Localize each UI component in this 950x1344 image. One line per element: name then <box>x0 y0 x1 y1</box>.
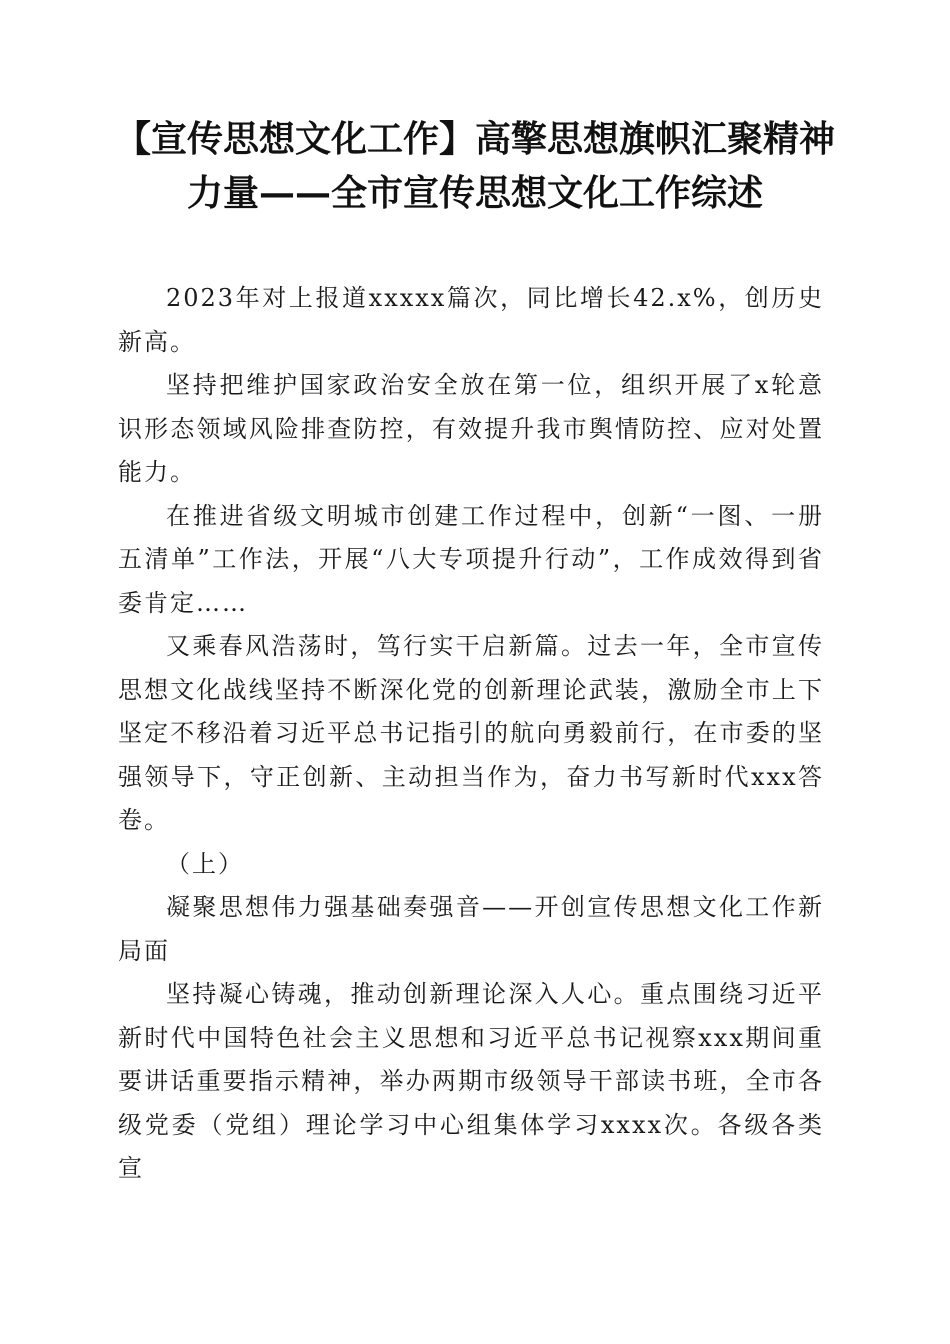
document-title: 【宣传思想文化工作】高擎思想旗帜汇聚精神力量——全市宣传思想文化工作综述 <box>114 118 835 214</box>
document-body <box>118 277 824 1191</box>
paragraph: 2023年对上报道xxxxx篇次，同比增长42.x%，创历史新高。 <box>118 284 824 356</box>
section-heading: 凝聚思想伟力强基础奏强音——开创宣传思想文化工作新局面 <box>118 893 824 965</box>
section-marker: （上） <box>166 849 244 878</box>
paragraph: 又乘春风浩荡时，笃行实干启新篇。过去一年，全市宣传思想文化战线坚持不断深化党的创新理论武装，激励全市上下坚定不移沿着习近平总书记指引的航向勇毅前行，在市委的坚强领导下，守正创新、主动担当作为，奋力书写新时代xxx答卷。 <box>118 632 824 834</box>
paragraph: 坚持把维护国家政治安全放在第一位，组织开展了x轮意识形态领域风险排查防控，有效提升我市舆情防控、应对处置能力。 <box>118 371 824 486</box>
paragraph: 在推进省级文明城市创建工作过程中，创新“一图、一册五清单”工作法，开展“八大专项提升行动”，工作成效得到省委肯定…… <box>118 501 824 617</box>
paragraph: 坚持凝心铸魂，推动创新理论深入人心。重点围绕习近平新时代中国特色社会主义思想和习近平总书记视察xxx期间重要讲话重要指示精神，举办两期市级领导干部读书班，全市各级党委（党组）理论学习中心组集体学习xxxx次。各级各类宣 <box>118 980 824 1182</box>
